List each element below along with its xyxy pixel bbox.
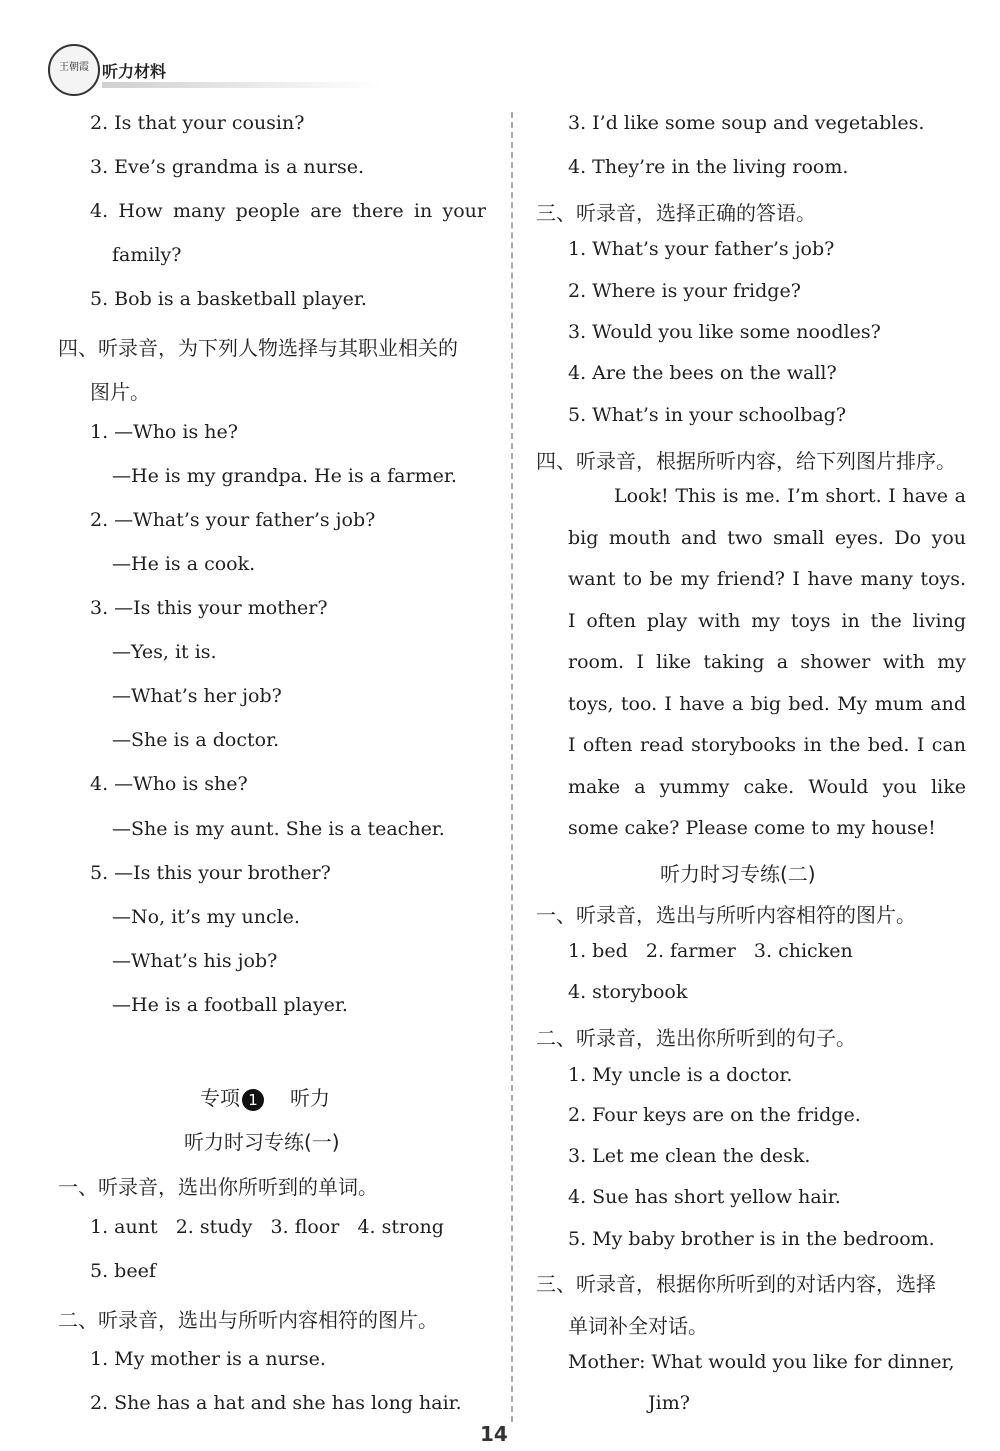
text-line: Mother: What would you like for dinner, xyxy=(568,1351,955,1373)
section-number-badge: 1 xyxy=(242,1089,264,1111)
page-header xyxy=(48,44,368,96)
subsection-title: 听力时习专练(二) xyxy=(660,862,816,886)
question-heading: 四、听录音，为下列人物选择与其职业相关的 xyxy=(58,336,458,360)
text-line: 1. What’s your father’s job? xyxy=(568,238,835,260)
publisher-logo: 王朝霞 xyxy=(48,44,100,96)
text-line: 5. beef xyxy=(90,1260,156,1282)
question-heading: 三、听录音，选择正确的答语。 xyxy=(536,201,816,225)
text-line: 3. —Is this your mother? xyxy=(90,597,328,619)
text-line: —No, it’s my uncle. xyxy=(112,906,300,928)
section-title xyxy=(200,1082,330,1111)
text-line: 2. Where is your fridge? xyxy=(568,280,801,302)
header-title: 听力材料 xyxy=(102,62,167,81)
question-heading: 二、听录音，选出你所听到的句子。 xyxy=(536,1026,856,1050)
text-line: 1. —Who is he? xyxy=(90,421,238,443)
question-heading-cont: 图片。 xyxy=(90,380,150,404)
text-line: 4. They’re in the living room. xyxy=(568,156,849,178)
text-line: 3. Let me clean the desk. xyxy=(568,1145,811,1167)
text-line: —He is a cook. xyxy=(112,553,256,575)
text-line: —What’s his job? xyxy=(112,950,278,972)
text-line: —He is a football player. xyxy=(112,994,348,1016)
text-line: 5. —Is this your brother? xyxy=(90,862,331,884)
text-line: 5. My baby brother is in the bedroom. xyxy=(568,1228,935,1250)
text-line: family? xyxy=(112,244,182,266)
text-line: 4. storybook xyxy=(568,981,688,1003)
text-line: 5. Bob is a basketball player. xyxy=(90,288,367,310)
header-decoration xyxy=(102,82,382,88)
text-line: 5. What’s in your schoolbag? xyxy=(568,404,847,426)
section-prefix: 专项 xyxy=(200,1086,240,1110)
text-line: Jim? xyxy=(648,1392,690,1414)
text-line: —He is my grandpa. He is a farmer. xyxy=(112,465,457,487)
question-heading: 一、听录音，选出与所听内容相符的图片。 xyxy=(536,903,916,927)
question-heading: 二、听录音，选出与所听内容相符的图片。 xyxy=(58,1308,438,1332)
text-line: 4. Are the bees on the wall? xyxy=(568,362,837,384)
text-line: 1. bed 2. farmer 3. chicken xyxy=(568,940,853,962)
text-line: 1. aunt 2. study 3. floor 4. strong xyxy=(90,1216,444,1238)
text-line: 2. —What’s your father’s job? xyxy=(90,509,376,531)
question-heading: 一、听录音，选出你所听到的单词。 xyxy=(58,1175,378,1199)
column-divider xyxy=(511,112,513,1422)
subsection-title: 听力时习专练(一) xyxy=(184,1130,340,1154)
section-suffix: 听力 xyxy=(290,1086,330,1110)
text-line: 2. Is that your cousin? xyxy=(90,112,305,134)
question-heading-cont: 单词补全对话。 xyxy=(568,1314,708,1338)
page-number: 14 xyxy=(480,1422,508,1446)
text-line: 4. Sue has short yellow hair. xyxy=(568,1186,841,1208)
text-line: 2. Four keys are on the fridge. xyxy=(568,1104,861,1126)
text-line: 3. Eve’s grandma is a nurse. xyxy=(90,156,365,178)
text-line: 1. My mother is a nurse. xyxy=(90,1348,326,1370)
text-line: —She is a doctor. xyxy=(112,729,280,751)
text-line: 3. Would you like some noodles? xyxy=(568,321,881,343)
text-line: 4. How many people are there in your xyxy=(90,200,486,222)
text-line: 4. —Who is she? xyxy=(90,773,248,795)
text-line: 1. My uncle is a doctor. xyxy=(568,1064,793,1086)
text-line: —Yes, it is. xyxy=(112,641,217,663)
question-heading: 三、听录音，根据你所听到的对话内容，选择 xyxy=(536,1272,936,1296)
text-line: —She is my aunt. She is a teacher. xyxy=(112,818,445,840)
listening-passage: Look! This is me. I’m short. I have a big mouth and two small eyes. Do you want to be my friend? I have many toys. I often play with my toys in the living room. I like taking a shower with my toys, too. I have a big bed. My mum and I often read storybooks in the bed. I can make a yummy cake. Would you like some cake? Please come to my house! xyxy=(568,485,966,839)
text-line: 2. She has a hat and she has long hair. xyxy=(90,1392,462,1414)
text-line: 3. I’d like some soup and vegetables. xyxy=(568,112,925,134)
question-heading: 四、听录音，根据所听内容，给下列图片排序。 xyxy=(536,449,956,473)
text-line: —What’s her job? xyxy=(112,685,282,707)
